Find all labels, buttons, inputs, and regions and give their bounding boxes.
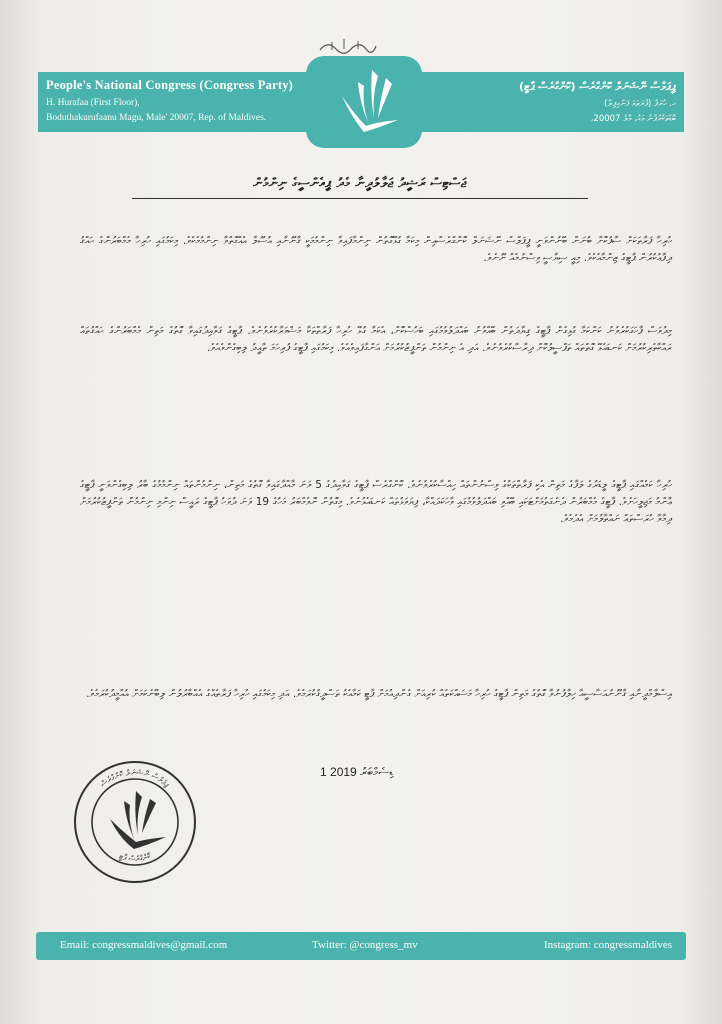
footer-band (36, 932, 686, 960)
address-dv-line-1: ހ. ހުރަފާ (ފުރަތަމަ ފަންގިފިލާ) (604, 99, 676, 109)
address-line-1: H. Hurafaa (First Floor), (46, 98, 140, 108)
footer-instagram: Instagram: congressmaldives (544, 939, 672, 951)
party-seal-stamp (70, 757, 200, 887)
org-name-en: People's National Congress (Congress Party) (46, 78, 294, 92)
footer-email: Email: congressmaldives@gmail.com (60, 939, 228, 951)
letter-date: 1 ޑިސެމްބަރު 2019 (320, 765, 394, 779)
title-underline (132, 198, 588, 199)
paragraph-4 (80, 686, 672, 703)
paragraph-text: މިދުވަސް ފާހަގަކުރެވުނު ކަންކަމާ ގުޅިގެން ޕާޓީގެ ޤިޔާދަތުން ބޭއްވުނު ބައްދަލުވުމުގައި ބަހުސްކޮށް، އެކަމާ ގުޅޭ ހުރިހާ ފަރާތްތަކާ މަޝްވަރާކުރެވުނެވެ. ޕާޓީގެ ޤަވާއިދުގައިވާ ގޮތުގެ މަތިން މެމްބަރުންގެ ޙައްޤުތައް ރައްކާތެރިކުރުމަށް ކަނޑައެޅޭ ގޮތްތައް ތަފްސީލުކޮށް ދިރާސާކުރެވުނެވެ. އަދި އެ ނިންމުން ތަންފީޒުކުރުމަށް އަންގާފައިވެއެވެ. މިކަމުގައި ޕާޓީގެ ފުރިހަމަ ތާއީދު ލިބިގެންވެއެވެ. (80, 325, 672, 354)
party-logo-icon (306, 56, 422, 148)
letterhead-dhivehi (456, 80, 676, 124)
footer-twitter: Twitter: @congress_mv (312, 939, 418, 951)
document-title: ޖަސްޓިސް ރަޝީދު ޖަލާލުދީނާ މެދު ޕީއެންސީގެ ނިންމުން (253, 176, 467, 191)
bismillah-calligraphy (318, 36, 378, 54)
paragraph-3 (80, 477, 672, 528)
org-name-dv: ޕީޕަލްސް ނޭޝަނަލް ކޮންގްރެސް (ކޮންގްރެސް ޕާޓީ) (518, 80, 676, 93)
svg-text:ކޮންގްރެސް ޕާޓީ (118, 851, 154, 863)
paragraph-text: ހުރިހާ ކަމެއްގައި ޕާޓީގެ ލީޑަރުގެ ލަފާގެ މަތިން އެކި ފަރާތްތަކުގެ ވިސްނުންތައް ހިއްސާކުރެވުނެވެ. ކޮންގްރެސް ޕާޓީގެ ގަވާއިދުގެ 5 ވަނަ މާއްދާގައިވާ ގޮތުގެ މަތިން، ނިންމުންތައް ނިންމުމުގެ ބާރު ލިބިގެންވަނީ ޕާޓީގެ ޢާންމު މަޖިލީހަށެވެ. ޕާޓީގެ މެމްބަރުން ދެނެގަތުމަށްޓަކައި ބޭއްވި ބައްދަލުވުމުގައި ވާހަކަދައްކާ، ފިޔަވަޅުތައް ކަނޑައެޅުނެވެ. މިގޮތުން ނޮވެމްބަރު މަހުގެ 19 ވަނަ ދުވަހު ޕާޓީގެ ރައީސް ނިންމި ނިންމުން ތަންފީޒުކުރުމަށް ދިމާވާ ހުރަސްތައް ނައްތާލުމަށް އެދެމެވެ. (80, 479, 672, 525)
paragraph-2 (80, 323, 672, 357)
paragraph-text: އިސްލާމްދީނާއި ޤާނޫނުއަސާސީއާ ޚިލާފުނުވާ ގޮތުގެ މަތިން ޕާޓީގެ ހުރިހާ މަސައްކަތެއް ކުރިއަށް ގެންދިއުމަށް ޕާޓީ ކަމާއެކު ތަސްދީޤުކުރަމެވެ. އަދި މިކަމުގައި ހުރިހާ ފަރާތެއްގެ އެއްބާރުލުން ލިބޭނެކަމަށް އުއްމީދުކުރަމެވެ. (86, 688, 672, 700)
party-logo (306, 56, 422, 148)
paragraph-1 (80, 233, 672, 267)
paragraph-text: ހުރިހާ ފަރާތަކަށް ސާފުކޮށް ބުނަން ބޭނުންވަނީ ޕީޕަލްސް ނޭޝަނަލް ކޮންގްރެސްއިން މިކަމާ ގުޅޭގޮތުން ނިންމާފައިވާ ނިންމުމަކީ ޤާނޫނާއި އުސޫލާ އެއްގޮތްވާ ނިންމުމެކެވެ. މިކަމުގައި ހުރިހާ މެމްބަރުންގެ ޙައްޤު ދިފާޢުކުރުން ޕާޓީގެ ޒިންމާއެކެވެ. މިއީ ސިޔާސީ ވިސްނުމެއް ނޫނެވެ. (80, 235, 672, 264)
address-line-2: Boduthakurufaanu Magu, Male' 20007, Rep. of Maldives. (46, 113, 267, 123)
letterhead-english (46, 78, 296, 123)
address-dv-line-2: ބޮޑުތަކުރުފާނު މަގު، މާލެ 20007، (590, 114, 676, 124)
seal-bottom-text: ކޮންގްރެސް ޕާޓީ (117, 851, 153, 864)
seal-top-text: ޕީޕަލްސް ނޭޝަނަލް ކޮންގްރެސް (98, 767, 172, 789)
